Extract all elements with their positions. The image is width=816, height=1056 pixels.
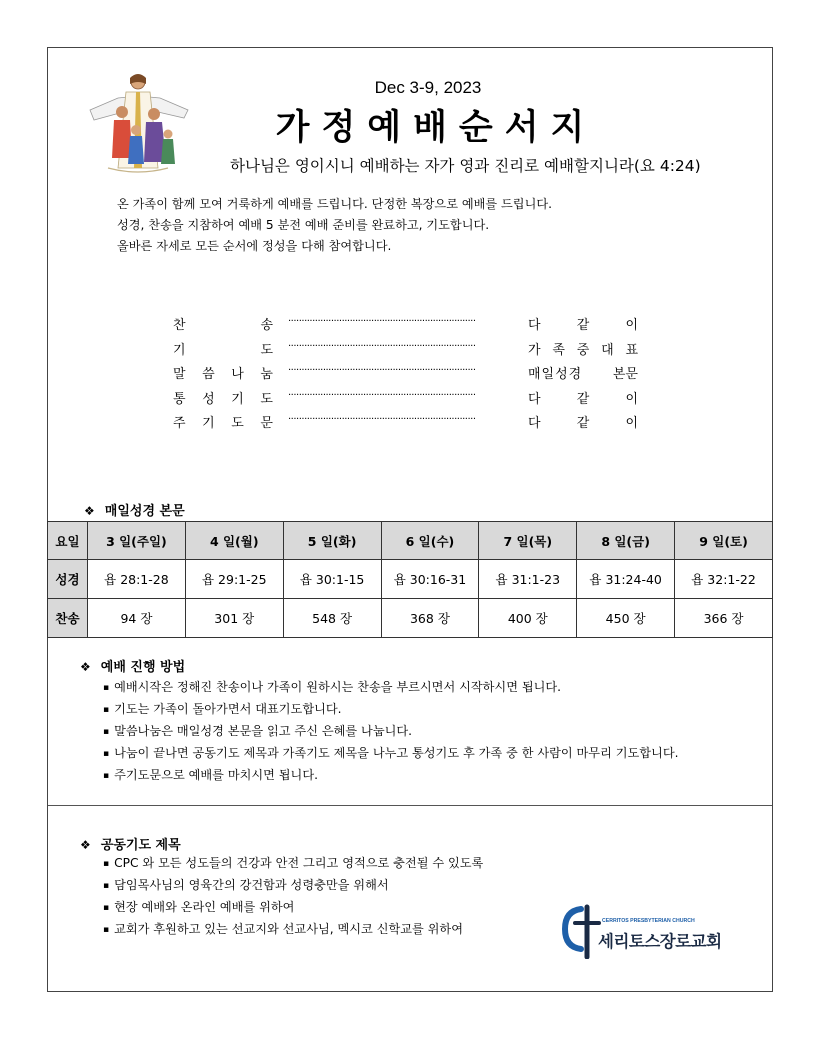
prayer-section-heading: ❖ 공동기도 제목	[80, 838, 181, 853]
table-cell: 450 장	[577, 599, 675, 638]
date-range: Dec 3-9, 2023	[374, 78, 482, 97]
table-cell: 94 장	[88, 599, 186, 638]
diamond-bullet-icon: ❖	[80, 838, 91, 852]
table-header-cell: 요일	[48, 522, 88, 560]
list-item: ▪ 나눔이 끝나면 공동기도 제목과 가족기도 제목을 나누고 통성기도 후 가족 중 한 사람이 마무리 기도합니다.	[103, 742, 678, 764]
order-item-name: 말 씀 나 눔	[173, 367, 273, 382]
order-item-leader: 매일성경 본문	[528, 367, 638, 382]
leader-dots: ······································································	[288, 389, 476, 401]
table-cell: 366 장	[675, 599, 773, 638]
worship-guide-page	[47, 47, 773, 992]
list-item: ▪ 말씀나눔은 매일성경 본문을 읽고 주신 은혜를 나눕니다.	[103, 720, 678, 742]
row-header-cell: 찬송	[48, 599, 88, 638]
table-header-cell: 3 일(주일)	[88, 522, 186, 560]
church-korean-name: 세리토스장로교회	[598, 932, 722, 951]
leader-dots: ······································································	[288, 340, 476, 352]
order-item-leader: 가 족 중 대 표	[528, 342, 638, 358]
table-cell: 368 장	[381, 599, 479, 638]
diamond-bullet-icon: ❖	[84, 504, 95, 518]
table-header-cell: 4 일(월)	[185, 522, 283, 560]
table-cell: 욥 31:24-40	[577, 560, 675, 599]
leader-dots: ······································································	[288, 414, 476, 425]
church-logo	[561, 903, 741, 963]
intro-line: 올바른 자세로 모든 순서에 정성을 다해 참여합니다.	[117, 239, 392, 253]
diamond-bullet-icon: ❖	[80, 660, 91, 674]
order-item-name: 기 도	[173, 342, 273, 358]
table-row	[48, 560, 773, 599]
prayer-list	[103, 852, 483, 940]
table-header-row	[48, 522, 773, 560]
table-cell: 400 장	[479, 599, 577, 638]
order-item-name: 주 기 도 문	[173, 416, 273, 431]
table-header-cell: 9 일(토)	[675, 522, 773, 560]
table-cell: 욥 29:1-25	[185, 560, 283, 599]
page-title: 가정예배순서지	[275, 108, 597, 148]
bible-section-heading: ❖ 매일성경 본문	[84, 504, 185, 519]
table-cell: 301 장	[185, 599, 283, 638]
table-cell: 548 장	[283, 599, 381, 638]
order-item-name: 통 성 기 도	[173, 391, 273, 407]
list-item: ▪ 주기도문으로 예배를 마치시면 됩니다.	[103, 764, 678, 786]
method-section-heading: ❖ 예배 진행 방법	[80, 660, 186, 675]
table-header-cell: 7 일(목)	[479, 522, 577, 560]
table-header-cell: 6 일(수)	[381, 522, 479, 560]
table-row	[48, 599, 773, 638]
table-header-cell: 5 일(화)	[283, 522, 381, 560]
cross-logo-icon	[561, 903, 601, 959]
row-header-cell: 성경	[48, 560, 88, 599]
leader-dots: ······································································	[288, 316, 476, 327]
intro-line: 온 가족이 함께 모여 거룩하게 예배를 드립니다. 단정한 복장으로 예배를 드립니다.	[117, 197, 553, 211]
intro-line: 성경, 찬송을 지참하여 예배 5 분전 예배 준비를 완료하고, 기도합니다.	[117, 218, 490, 232]
intro-paragraph	[117, 194, 552, 257]
list-item: ▪ CPC 와 모든 성도들의 건강과 안전 그리고 영적으로 충전될 수 있도록	[103, 852, 483, 874]
theme-verse: 하나님은 영이시니 예배하는 자가 영과 진리로 예배할지니라(요 4:24)	[230, 157, 701, 175]
order-item-leader: 다 같 이	[528, 318, 638, 333]
list-item: ▪ 기도는 가족이 돌아가면서 대표기도합니다.	[103, 698, 678, 720]
section-divider	[48, 805, 772, 806]
table-cell: 욥 30:1-15	[283, 560, 381, 599]
order-item-leader: 다 같 이	[528, 416, 638, 431]
order-item-leader: 다 같 이	[528, 391, 638, 407]
list-item: ▪ 예배시작은 정해진 찬송이나 가족이 원하시는 찬송을 부르시면서 시작하시면 됩니다.	[103, 676, 678, 698]
list-item: ▪ 담임목사님의 영육간의 강건함과 성령충만을 위해서	[103, 874, 483, 896]
order-item-name: 찬 송	[173, 318, 273, 333]
table-header-cell: 8 일(금)	[577, 522, 675, 560]
list-item: ▪ 현장 예배와 온라인 예배를 위하여	[103, 896, 483, 918]
daily-bible-table	[47, 521, 773, 638]
table-cell: 욥 31:1-23	[479, 560, 577, 599]
table-cell: 욥 28:1-28	[88, 560, 186, 599]
table-cell: 욥 30:16-31	[381, 560, 479, 599]
church-english-name: CERRITOS PRESBYTERIAN CHURCH	[602, 918, 695, 924]
list-item: ▪ 교회가 후원하고 있는 선교지와 선교사님, 멕시코 신학교를 위하여	[103, 918, 483, 940]
method-list	[103, 676, 678, 786]
table-cell: 욥 32:1-22	[675, 560, 773, 599]
leader-dots: ······································································	[288, 365, 476, 376]
